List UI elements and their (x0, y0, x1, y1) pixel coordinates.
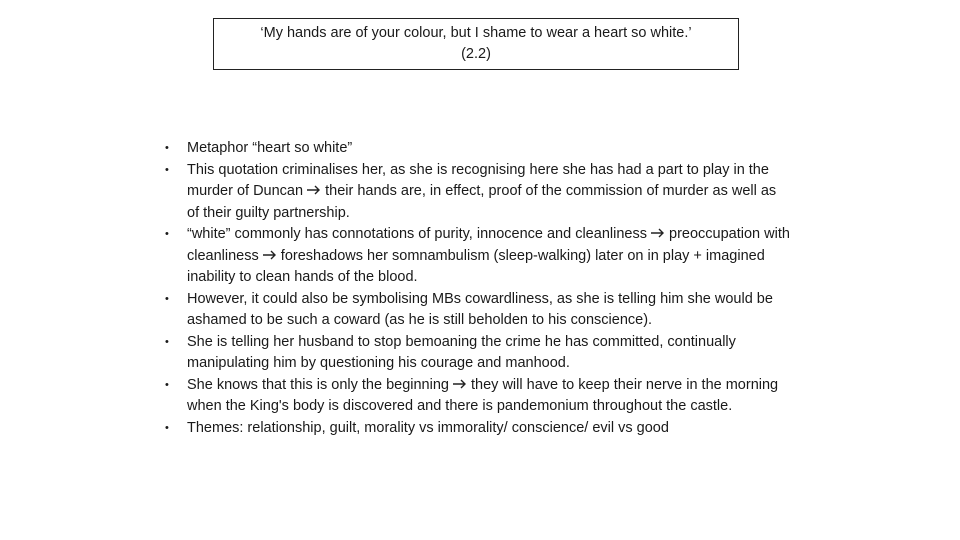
arrow-right-icon (453, 375, 467, 397)
bullet-icon: • (165, 163, 169, 176)
bullet-item (165, 332, 790, 375)
quote-box (213, 18, 739, 70)
bullet-text: This quotation criminalises her, as she is recognising here she has had a part to play in the murder of Duncan (187, 161, 769, 199)
bullet-text: She is telling her husband to stop bemoaning the crime he has committed, continually manipulating him by questioning his courage and manhood. (187, 333, 736, 371)
bullet-icon: • (165, 335, 169, 348)
bullet-text: She knows that this is only the beginning (187, 376, 453, 393)
bullet-text: foreshadows her somnambulism (sleep-walking) later on in play + imagined inability to clean hands of the blood. (187, 247, 765, 285)
arrow-right-icon (263, 246, 277, 268)
bullet-icon: • (165, 378, 169, 391)
bullet-icon: • (165, 421, 169, 434)
bullet-item (165, 375, 790, 418)
arrow-right-icon (651, 224, 665, 246)
bullet-text: their hands are, in effect, proof of the commission of murder as well as of their guilty partnership. (187, 183, 777, 221)
arrow-right-icon (307, 181, 321, 203)
bullet-text: they will have to keep their nerve in the morning when the King's body is discovered and there is pandemonium throughout the castle. (187, 376, 779, 414)
quote-reference: (2.2) (461, 46, 491, 62)
bullet-item (165, 224, 790, 289)
bullet-text: However, it could also be symbolising MBs cowardliness, as she is telling him she would be ashamed to be such a coward (as he is still beholden to his conscience). (187, 290, 773, 328)
bullet-icon: • (165, 142, 169, 154)
bullet-text: “white” commonly has connotations of purity, innocence and cleanliness (187, 226, 651, 242)
bullet-list (165, 138, 790, 439)
bullet-text: Metaphor “heart so white” (187, 140, 353, 156)
bullet-icon: • (165, 292, 169, 305)
bullet-text: preoccupation with cleanliness (187, 226, 790, 264)
bullet-text: Themes: relationship, guilt, morality vs immorality/ conscience/ evil vs good (187, 419, 669, 436)
bullet-item (165, 289, 790, 332)
quote-text: ‘My hands are of your colour, but I shame to wear a heart so white.’ (260, 25, 692, 41)
bullet-item (165, 160, 790, 225)
bullet-icon: • (165, 228, 169, 240)
bullet-item (165, 418, 790, 440)
bullet-item (165, 138, 790, 160)
